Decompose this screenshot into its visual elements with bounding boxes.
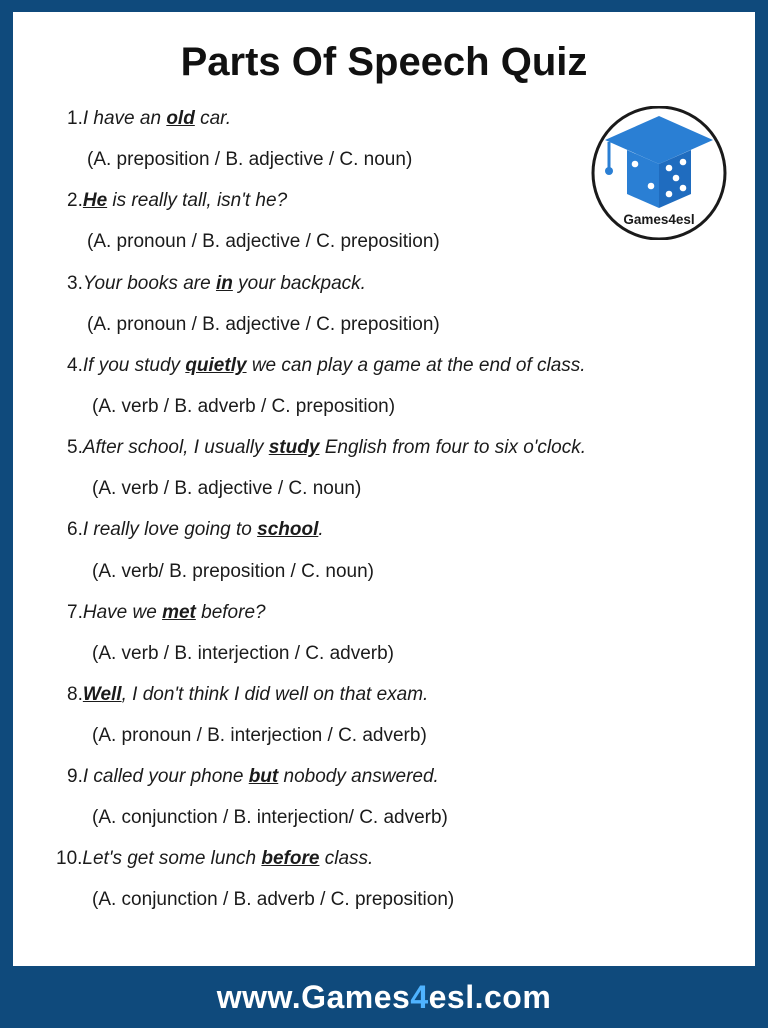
- question-8: [67, 683, 428, 707]
- question-7: [67, 601, 266, 625]
- question-text: car.: [194, 108, 232, 129]
- question-keyword: in: [215, 273, 233, 294]
- question-text: , I don't think I did well on that exam.: [121, 684, 429, 705]
- question-keyword: quietly: [185, 355, 247, 376]
- question-2: [67, 189, 287, 213]
- graduation-cap-dice-icon: [589, 106, 729, 240]
- question-1: [67, 107, 231, 131]
- answer-options-2: (A. pronoun / B. adjective / C. preposition): [87, 231, 440, 252]
- question-10: [56, 847, 373, 871]
- question-text: before?: [195, 602, 266, 623]
- question-keyword: but: [248, 766, 279, 787]
- question-number: 10.: [56, 848, 83, 869]
- question-text: If you study: [82, 355, 186, 376]
- question-text: I really love going to: [82, 519, 258, 540]
- question-text: is really tall, isn't he?: [107, 190, 288, 211]
- question-9: [67, 765, 439, 789]
- question-number: 5.: [67, 437, 83, 458]
- question-4: [67, 354, 586, 378]
- question-text: class.: [319, 848, 374, 869]
- question-text: we can play a game at the end of class.: [246, 355, 586, 376]
- question-number: 9.: [67, 766, 83, 787]
- question-number: 1.: [67, 108, 83, 129]
- question-keyword: old: [166, 108, 195, 129]
- question-text: I have an: [82, 108, 167, 129]
- footer-website-link[interactable]: [0, 966, 768, 1024]
- question-text: your backpack.: [232, 273, 366, 294]
- answer-options-3: (A. pronoun / B. adjective / C. preposition): [87, 314, 440, 335]
- answer-options-7: (A. verb / B. interjection / C. adverb): [92, 643, 395, 664]
- question-number: 6.: [67, 519, 83, 540]
- page-title: Parts Of Speech Quiz: [180, 40, 588, 84]
- answer-options-5: (A. verb / B. adjective / C. noun): [92, 478, 362, 499]
- answer-options-1: (A. preposition / B. adjective / C. noun): [87, 149, 413, 170]
- question-5: [67, 436, 586, 460]
- question-keyword: met: [162, 602, 196, 623]
- answer-options-4: (A. verb / B. adverb / C. preposition): [92, 396, 396, 417]
- footer-text: www.Games: [216, 979, 411, 1015]
- logo-label: Games4esl: [623, 212, 695, 227]
- question-keyword: study: [268, 437, 320, 458]
- answer-options-8: (A. pronoun / B. interjection / C. adverb): [92, 725, 427, 746]
- question-6: [67, 518, 324, 542]
- question-number: 2.: [67, 190, 83, 211]
- question-keyword: He: [82, 190, 108, 211]
- question-keyword: Well: [82, 684, 122, 705]
- footer-accent-text: 4: [410, 979, 429, 1015]
- question-text: After school, I usually: [82, 437, 269, 458]
- question-number: 3.: [67, 273, 83, 294]
- question-text: Let's get some lunch: [82, 848, 262, 869]
- answer-options-6: (A. verb/ B. preposition / C. noun): [92, 561, 374, 582]
- worksheet: [13, 12, 755, 966]
- footer-text: esl.com: [428, 979, 552, 1015]
- question-3: [67, 272, 366, 296]
- question-text: Your books are: [82, 273, 216, 294]
- answer-options-10: (A. conjunction / B. adverb / C. preposition): [92, 889, 455, 910]
- question-keyword: before: [261, 848, 320, 869]
- question-number: 7.: [67, 602, 83, 623]
- question-text: .: [318, 519, 324, 540]
- question-text: I called your phone: [82, 766, 249, 787]
- question-number: 8.: [67, 684, 83, 705]
- question-text: nobody answered.: [278, 766, 439, 787]
- question-keyword: school: [257, 519, 319, 540]
- games4esl-logo: [589, 106, 729, 240]
- question-text: English from four to six o'clock.: [319, 437, 586, 458]
- question-number: 4.: [67, 355, 83, 376]
- answer-options-9: (A. conjunction / B. interjection/ C. adverb): [92, 807, 448, 828]
- question-text: Have we: [82, 602, 163, 623]
